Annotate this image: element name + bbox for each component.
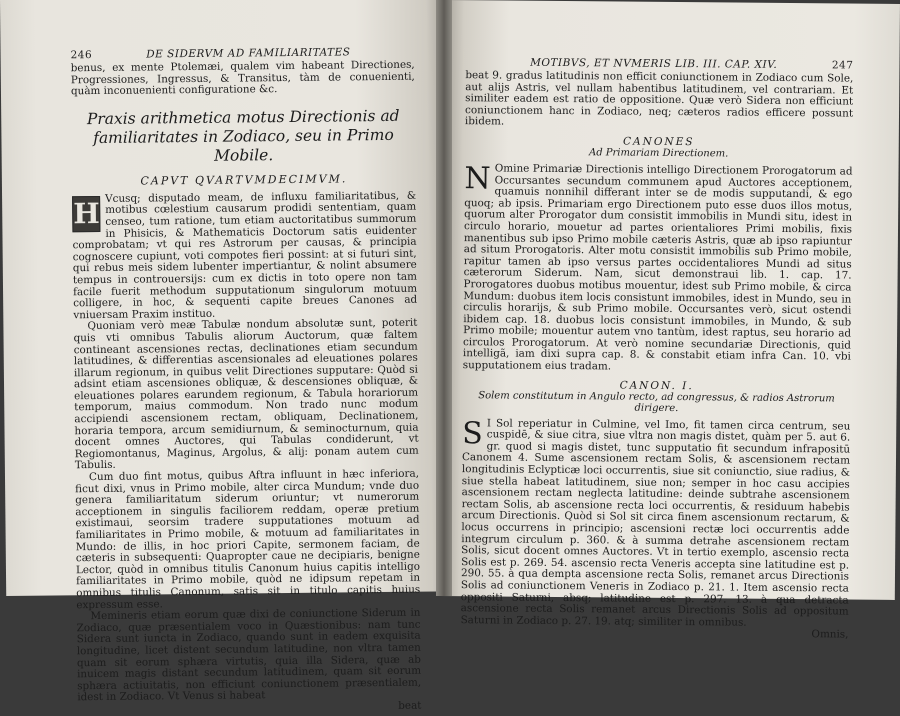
left-paragraph-3: Cum duo fint motus, quibus Aftra influunt in hæc inferiora, ficut dixi, vnus in Primo mobile, alter circa Mundum; vnde duo genera familiaritatum siderum oriuntur; vt numerorum acceptionem in singulis faciliorem reddam, operæ pretium existimaui, seorsim tradere supputationes motuum ad familiaritates in Primo mobile, & motuum ad familiaritates in Mundo: de illis, in hoc priori Capite, sermonem faciam, de cæteris in subsequenti: Quapropter caue ne decipiaris, benigne Lector, quòd in omnibus titulis Canonum huius capitis intelligo familiaritates in Primo mobile, quòd ne idipsum repetam in omnibus titulis Canonum, satis sit in titulo capitis huius expressum esse. (75, 467, 421, 611)
right-intro-text: beat 9. gradus latitudinis non efficit coniunctionem in Zodiaco cum Sole, aut alijs Astris, vel nullam habentibus latitudinem, vel contrariam. Et similiter eadem est ratio de oppositione. Quæ verò Sidera non efficiunt coniunctionem hanc in Zodiaco, neq; cæteros radios efficere possunt ibidem. (464, 69, 854, 128)
right-page (441, 0, 900, 641)
right-drop-cap: N (464, 161, 491, 197)
chapter-heading: CAPVT QVARTVMDECIMVM. (140, 172, 348, 188)
left-page-number: 246 (70, 49, 93, 62)
right-page-number: 247 (831, 59, 854, 72)
right-paragraph-2: I Sol reperiatur in Culmine, vel Imo, fit tamen circa centrum, seu cuspidē, & siue citra, siue vltra non magis distet, quàm per 5. aut 6. gr. quod si magis distet, tunc supputatio fit secundum infrapositū Canonem 4. Sume ascensionem rectam Solis, & ascensionem rectam longitudinis Eclypticæ loci occurrentis, siue sit coniunctio, siue radius, & siue stella habeat latitudinem, siue non; semper in hoc casu accipies ascensionem rectam neglecta latitudine: deinde subtrahe ascensionem rectam Solis, ab ascensione recta loci occurrentis, & residuum habebis arcum Directionis. Quòd si Sol sit circa finem ascensionum rectarum, & locus occurrens in principio; ascensioni rectæ loci occurrentis adde integrum circulum p. 360. & à summa detrahe ascensionem rectam Solis, sicut docent omnes Auctores. Vt in tertio exemplo, ascensio recta Solis est p. 269. 54. ascensio recta Veneris accepta sine latitudine est p. 290. 55. à qua dempta ascensione recta Solis, remanet arcus Directionis Solis ad coniunctionem Veneris in Zodiaco p. 21. 1. Item ascensio recta oppositi Saturni, absq; latitudine est p. 297. 13. à qua detracta ascensione recta Solis remanet arcus Directionis Solis ad oppositum Saturni in Zodiaco p. 27. 19. atq; similiter in omnibus. (460, 417, 851, 629)
right-paragraph-1: Omine Primariæ Directionis intelligo Directionem Prorogatorum ad Occursantes secundum communem apud Auctores acceptionem, quamuis nonnihil differant inter se de modis supputandi, & ego quoq; ab ipsis. Primariam ergo Directionem puto esse duos illos motus, quorum alter Prorogator dum consistit immobilis in Mundi situ, idest in circulo horario, mouetur ad partes orientaliores Primi mobilis, fixis manentibus sub ipso Primo mobile cæteris Astris, quæ ab ipso rapiuntur ad situm Prorogatoris. Alter motu consistit immobilis sub Primo mobile, rapitur tamen ab ipso versus partes occidentaliores Mundi ad situs cæterorum Siderum. Nam, sicut demonstraui lib. 1. cap. 17. Prorogatores duobus motibus mouentur, idest sub Primo mobile, & circa Mundum: duobus item locis consistunt immobiles, idest in Mundo, seu in circulis horarijs, & sub Primo mobile. Occursantes verò, sicut ostendi ibidem cap. 18. duobus locis consistunt immobiles, in Mundo, & sub Primo mobile; mouentur autem vno tantùm, idest raptus, seu horario ad circulos Prorogatorum. At verò nomine secundariæ Directionis, quid intelligã, iam dixi supra cap. 8. & constabit etiam infra Can. 10. vbi supputationem eius tradam. (462, 162, 853, 373)
left-running-title: DE SIDERVM AD FAMILIARITATES (146, 46, 351, 61)
left-intro-text: benus, ex mente Ptolemæi, qualem vim habeant Directiones, Progressiones, Ingressus, & Transitus, tàm de conuenienti, quàm inconuenienti configuratione &c. (70, 58, 415, 98)
section-title: Praxis arithmetica motus Directionis ad familiaritates in Zodiaco, seu in Primo Mobile. (86, 106, 400, 165)
canon-subheading: Solem constitutum in Angulo recto, ad congressus, & radios Astrorum dirigere. (478, 389, 835, 414)
right-catchword: Omnis, (811, 628, 849, 641)
canon-heading: CANON. I. (619, 379, 694, 392)
left-paragraph-1: Vcusq; disputado meam, de influxu familiaritatibus, & motibus cœlestium causarum prodidi sententiam, quam censeo, tum ratione, tum etiam auctoritatibus summorum in Phisicis, & Mathematicis Doctorum satis euidenter comprobatam; vt qui res Astrorum per causas, & principia cognoscere cupiunt, voti compotes fieri possint: at si futuri sint, qui rebus meis sidem lubenter impertiantur, & nolint absumere tempus in controuersijs: cum ex dictis in toto opere non tam facile fuerit methodum supputationum singulorum motuum colligere, in hoc, & sequenti capite breues Canones ad vniuersam Praxim instituo. (72, 189, 418, 321)
right-running-title: MOTIBVS, ET NVMERIS LIB. III. CAP. XIV. (530, 56, 778, 71)
right-paragraph-1-wrap (463, 163, 853, 375)
left-page (0, 0, 450, 712)
left-catchword: beat (398, 699, 422, 712)
left-paragraph-1-wrap (72, 190, 417, 321)
book-gutter (436, 0, 452, 596)
right-paragraph-2-wrap (460, 415, 851, 630)
canones-subheading: Ad Primariam Directionem. (588, 147, 729, 160)
left-paragraph-2: Quoniam verò meæ Tabulæ nondum absolutæ sunt, poterit quis vti omnibus Tabulis aliorum Auctorum, quæ faltem contineant ascensiones rectas, declinationes etiam secundum latitudines, & differentias ascensionales ad eleuationes polares illarum regionum, in quibus velit Directiones supputare: Quòd si adsint etiam ascensiones obliquæ, & descensiones obliquæ, & eleuationes polares earundem regionum, & Tabula horariorum temporum, maius commodum. Non trado nunc modum accipiendi ascensionem rectam, obliquam, Declinationem, horaria tempora, arcum semidiurnum, & seminocturnum, quia docent omnes Auctores, qui Tabulas condiderunt, vt Regiomontanus, Maginus, Argolus, & alij: ponam autem cum Tabulis. (73, 316, 419, 472)
right-drop-cap-2: S (462, 415, 483, 451)
canones-heading: CANONES (622, 135, 695, 149)
left-drop-cap: H (72, 196, 100, 232)
left-paragraph-4: Memineris etiam eorum quæ dixi de coniunctione Siderum in Zodiaco, quæ præsentialem voco in Quæstionibus: nam tunc Sidera sunt iuncta in Zodiaco, quando sunt in eadem exquisita longitudine, licet distent secundum latitudine, non vltra tamen quam sit eorum sphæra virtutis, quia illa Sidera, quæ ab inuicem magis distant secundum latitudinem, quam sit eorum sphæra actiuitatis, non efficiunt coniunctionem præsentialem, idest in Zodiaco. Vt Venus si habeat (76, 606, 422, 704)
